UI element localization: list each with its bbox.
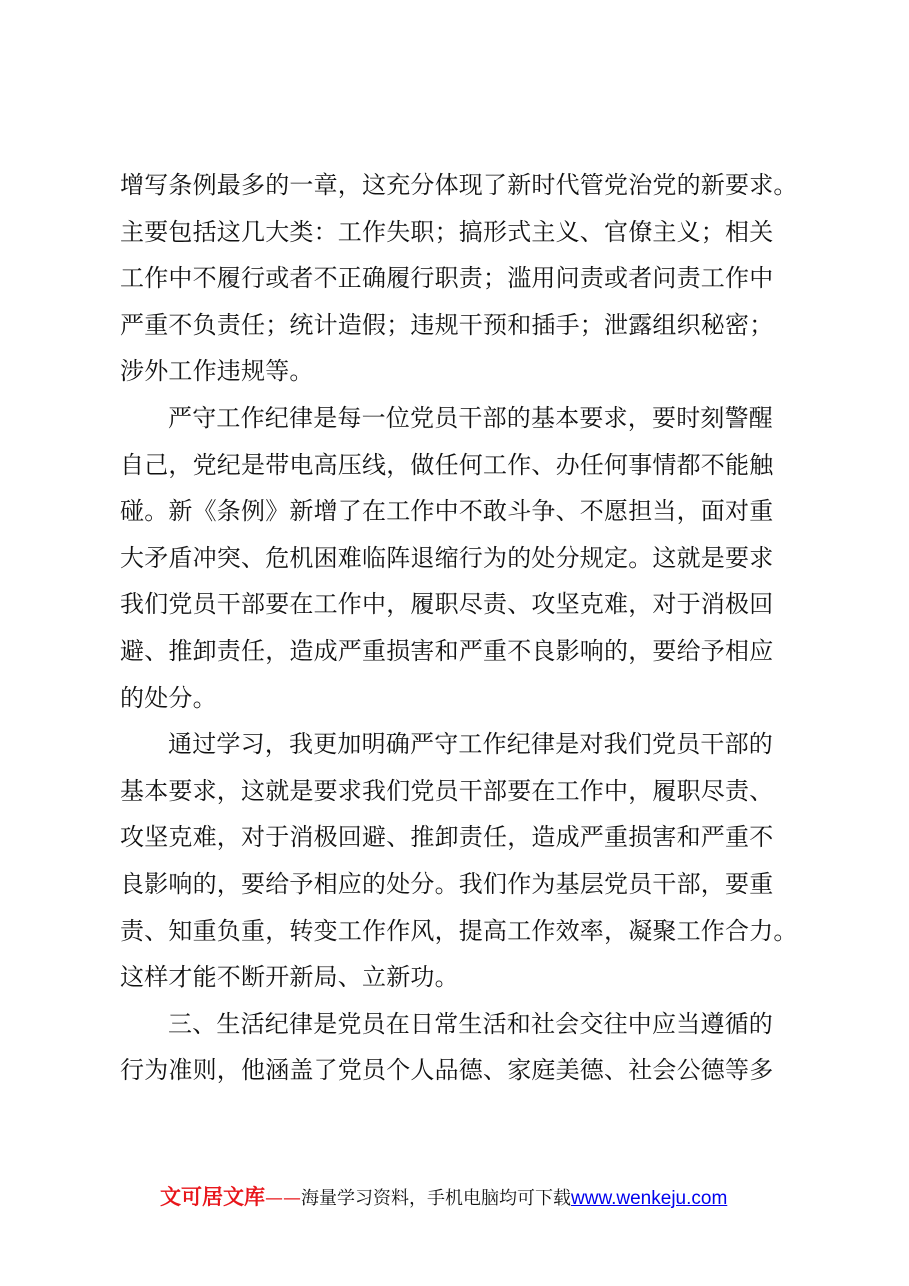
text-line: 碰。新《条例》新增了在工作中不敢斗争、不愿担当，面对重 (120, 497, 774, 526)
text-line: 涉外工作违规等。 (120, 357, 314, 386)
footer-tagline: 海量学习资料，手机电脑均可下载 (301, 1188, 571, 1209)
text-line: 行为准则，他涵盖了党员个人品德、家庭美德、社会公德等多 (120, 1056, 774, 1085)
website-link[interactable]: www.wenkeju.com (571, 1188, 728, 1209)
brand-name: 文可居文库 (160, 1185, 265, 1209)
paragraph-first-line: 通过学习，我更加明确严守工作纪律是对我们党员干部的 (168, 730, 773, 759)
text-line: 大矛盾冲突、危机困难临阵退缩行为的处分规定。这就是要求 (120, 543, 774, 572)
text-line: 主要包括这几大类：工作失职；搞形式主义、官僚主义；相关 (120, 217, 774, 246)
text-line: 自己，党纪是带电高压线，做任何工作、办任何事情都不能触 (120, 450, 774, 479)
paragraph-first-line: 严守工作纪律是每一位党员干部的基本要求，要时刻警醒 (168, 403, 773, 432)
text-line: 的处分。 (120, 683, 217, 712)
text-line: 我们党员干部要在工作中，履职尽责、攻坚克难，对于消极回 (120, 590, 774, 619)
text-line: 攻坚克难，对于消极回避、推卸责任，造成严重损害和严重不 (120, 823, 774, 852)
document-body (120, 162, 800, 1094)
footer-banner (160, 1184, 727, 1212)
paragraph-first-line: 三、生活纪律是党员在日常生活和社会交往中应当遵循的 (168, 1009, 773, 1038)
text-line: 良影响的，要给予相应的处分。我们作为基层党员干部，要重 (120, 869, 774, 898)
text-line: 工作中不履行或者不正确履行职责；滥用问责或者问责工作中 (120, 264, 774, 293)
text-line: 严重不负责任；统计造假；违规干预和插手；泄露组织秘密； (120, 310, 774, 339)
text-line: 责、知重负重，转变工作作风，提高工作效率，凝聚工作合力。 (120, 916, 798, 945)
text-line: 避、推卸责任，造成严重损害和严重不良影响的，要给予相应 (120, 636, 774, 665)
text-line: 增写条例最多的一章，这充分体现了新时代管党治党的新要求。 (120, 171, 798, 199)
footer-dash: —— (265, 1188, 301, 1209)
text-line: 这样才能不断开新局、立新功。 (120, 963, 459, 992)
text-line: 基本要求，这就是要求我们党员干部要在工作中，履职尽责、 (120, 776, 774, 805)
